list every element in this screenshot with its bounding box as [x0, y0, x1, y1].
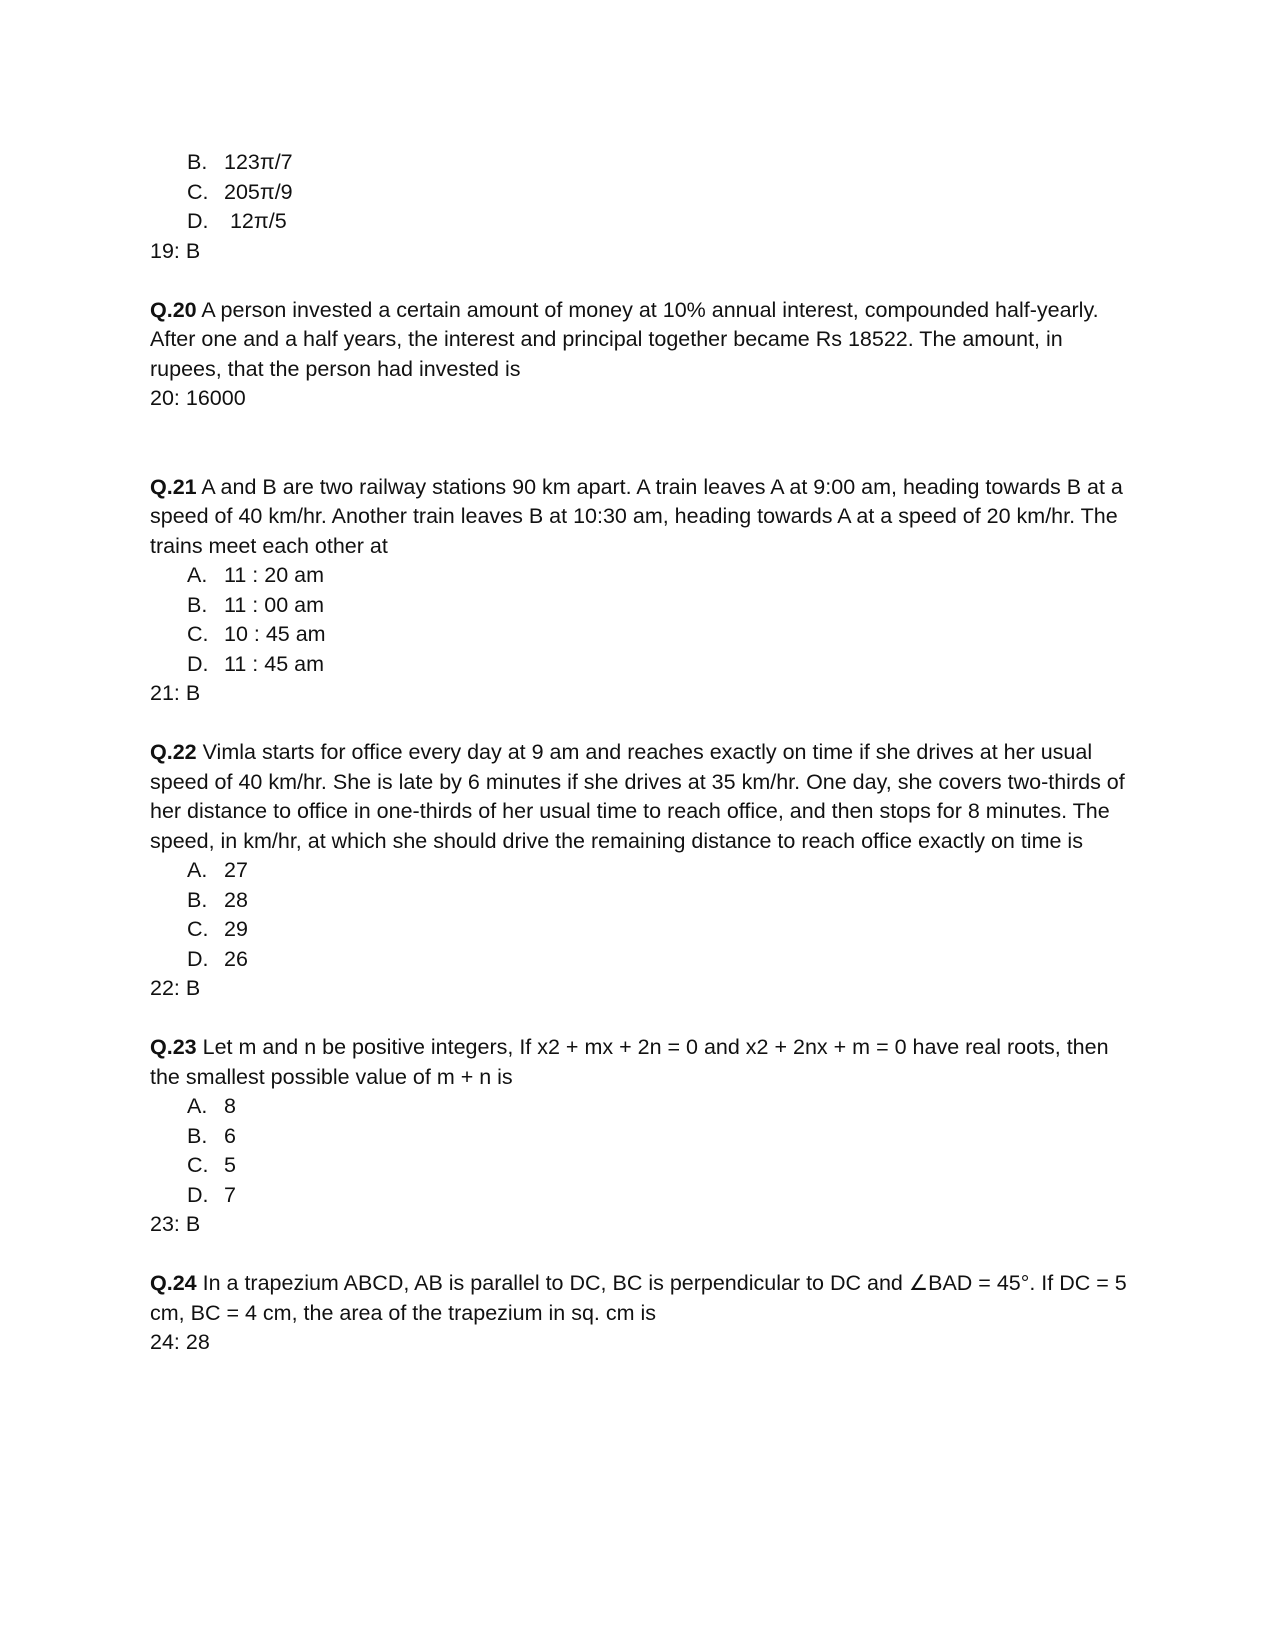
option-letter: B. — [187, 887, 208, 912]
option-text: 29 — [224, 917, 248, 941]
q23-answer: 23: B — [150, 1212, 201, 1236]
question-text: A and B are two railway stations 90 km apart. A train leaves A at 9:00 am, heading towards B at a speed of 40 km/hr. Another train leaves B at 10:30 am, heading towards A at a speed of 20 km/hr. The trains meet each other at — [150, 474, 1123, 558]
option-text: 26 — [224, 946, 248, 971]
question-23 — [150, 1033, 1130, 1092]
q21-options — [150, 561, 1130, 679]
option-text: 205π/9 — [224, 179, 293, 204]
option-a — [150, 1092, 1130, 1122]
question-number: Q.21 — [150, 474, 197, 499]
question-text: A person invested a certain amount of money at 10% annual interest, compounded half-yearly. After one and a half years, the interest and principal together became Rs 18522. The amount, in rupees, that the person had invested is — [150, 297, 1099, 381]
option-d — [150, 650, 1130, 680]
q19-options — [150, 148, 1130, 237]
option-letter: A. — [187, 563, 208, 587]
question-text: Vimla starts for office every day at 9 am and reaches exactly on time if she drives at her usual speed of 40 km/hr. She is late by 6 minutes if she drives at 35 km/hr. One day, she covers two-thirds of her distance to office in one-thirds of her usual time to reach office, and then stops for 8 minutes. The speed, in km/hr, at which she should drive the remaining distance to reach office exactly on time is — [150, 740, 1125, 853]
question-number: Q.24 — [150, 1271, 197, 1295]
q23-options — [150, 1092, 1130, 1210]
option-d — [150, 945, 1130, 975]
q24-answer: 24: 28 — [150, 1330, 210, 1354]
option-letter: B. — [187, 1123, 208, 1148]
option-text: 5 — [224, 1153, 236, 1177]
option-b — [150, 591, 1130, 621]
option-text: 6 — [224, 1123, 236, 1148]
option-d — [150, 1181, 1130, 1211]
option-b — [150, 148, 1130, 178]
option-c — [150, 620, 1130, 650]
option-letter: D. — [187, 209, 209, 233]
option-text: 28 — [224, 887, 248, 912]
q22-answer: 22: B — [150, 976, 201, 1000]
option-text: 11 : 20 am — [224, 563, 324, 587]
question-20 — [150, 296, 1130, 385]
option-text: 7 — [224, 1182, 236, 1207]
option-text: 27 — [224, 858, 248, 882]
option-a — [150, 561, 1130, 591]
question-21 — [150, 473, 1130, 562]
option-letter: A. — [187, 858, 208, 882]
option-c — [150, 178, 1130, 208]
question-number: Q.23 — [150, 1035, 197, 1059]
option-letter: C. — [187, 1153, 209, 1177]
option-text: 11 : 45 am — [224, 651, 324, 676]
option-c — [150, 915, 1130, 945]
option-letter: C. — [187, 917, 209, 941]
option-letter: B. — [187, 592, 208, 617]
question-22 — [150, 738, 1130, 856]
question-text: In a trapezium ABCD, AB is parallel to DC, BC is perpendicular to DC and ∠BAD = 45°. If DC = 5 cm, BC = 4 cm, the area of the trapezium in sq. cm is — [150, 1271, 1127, 1325]
option-text: 11 : 00 am — [224, 592, 324, 617]
option-b — [150, 1122, 1130, 1152]
q20-answer: 20: 16000 — [150, 386, 246, 410]
option-text: 8 — [224, 1094, 236, 1118]
option-a — [150, 856, 1130, 886]
q19-answer: 19: B — [150, 238, 201, 263]
page-content — [150, 148, 1130, 1358]
option-text: 123π/7 — [224, 150, 293, 174]
question-text: Let m and n be positive integers, If x2 + mx + 2n = 0 and x2 + 2nx + m = 0 have real roots, then the smallest possible value of m + n is — [150, 1035, 1109, 1089]
option-c — [150, 1151, 1130, 1181]
option-text: 12π/5 — [224, 209, 287, 233]
question-24 — [150, 1269, 1130, 1328]
option-letter: A. — [187, 1094, 208, 1118]
q21-answer: 21: B — [150, 681, 201, 705]
q22-options — [150, 856, 1130, 974]
question-number: Q.20 — [150, 297, 197, 322]
option-letter: C. — [187, 622, 209, 646]
option-letter: B. — [187, 150, 208, 174]
option-letter: C. — [187, 179, 209, 204]
option-b — [150, 886, 1130, 916]
option-letter: D. — [187, 1182, 209, 1207]
option-d — [150, 207, 1130, 237]
question-number: Q.22 — [150, 740, 197, 764]
option-letter: D. — [187, 651, 209, 676]
option-text: 10 : 45 am — [224, 622, 326, 646]
option-letter: D. — [187, 946, 209, 971]
